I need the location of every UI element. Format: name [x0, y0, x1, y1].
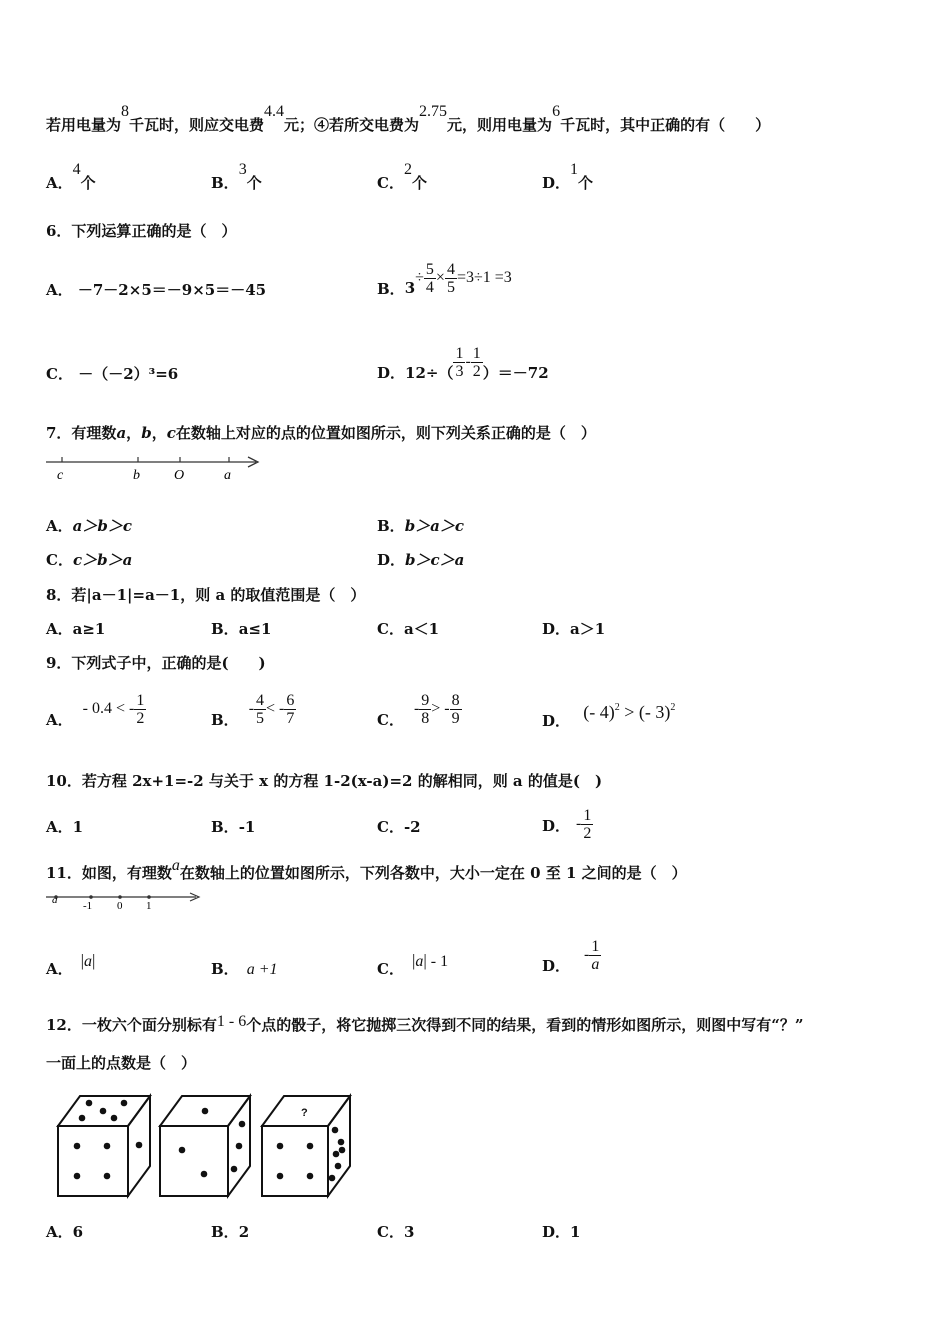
range-1-6: 1 - 6	[216, 1013, 247, 1030]
label-neg1: -1	[83, 900, 93, 912]
option-text: b＞c＞a	[405, 551, 465, 569]
fraction-5-4	[424, 261, 436, 296]
option-text: -1	[238, 818, 256, 836]
option-label: C．	[46, 365, 73, 383]
option-label: D．	[542, 712, 571, 730]
option-label: B．	[211, 174, 239, 192]
q9-stem: 9．下列式子中，正确的是( )	[46, 654, 266, 672]
point-neg1	[89, 895, 93, 899]
option-label: C．	[377, 818, 404, 836]
die-2-dots	[179, 1108, 246, 1178]
die-1-front	[58, 1126, 128, 1196]
stem-text: 在数轴上的位置如图所示，下列各数中，大小一定在 0 至 1 之间的是（ ）	[179, 864, 687, 882]
stem-text: 12．一枚六个面分别标有	[46, 1016, 217, 1034]
var-a: a	[84, 953, 93, 970]
q5-text-2: 千瓦时，则应交电费	[129, 116, 265, 134]
label-a: a	[224, 468, 231, 483]
q12-option-c[interactable]	[377, 1221, 414, 1242]
option-label: C．	[377, 960, 404, 978]
fraction-1-2	[134, 692, 146, 727]
denominator: 4	[425, 278, 434, 296]
q9-option-d[interactable]	[542, 702, 676, 730]
option-unit: 个	[411, 174, 427, 192]
numerator: 9	[421, 691, 430, 709]
q8-option-c[interactable]	[377, 618, 439, 639]
label-a: a	[52, 894, 58, 906]
denominator: 7	[286, 709, 295, 727]
denominator: 2	[136, 709, 145, 727]
denominator: 2	[583, 824, 592, 842]
q7-option-d[interactable]	[377, 549, 464, 570]
var-a: a	[171, 857, 180, 874]
numerator: 4	[256, 691, 265, 709]
label-c: c	[57, 468, 64, 483]
option-text: 1	[72, 818, 84, 836]
option-text: 6	[72, 1223, 84, 1241]
option-label: A．	[46, 1223, 73, 1241]
numerator: 1	[472, 344, 481, 362]
abs-bar: |	[411, 951, 416, 970]
q5-text-4: 元，则用电量为	[447, 116, 553, 134]
q10-option-d[interactable]	[542, 801, 593, 847]
option-label: B．	[377, 517, 405, 535]
option-label: B．	[211, 1223, 239, 1241]
numerator: 5	[425, 260, 434, 278]
q6-option-a[interactable]	[46, 279, 266, 300]
neg-sign: -	[576, 815, 582, 832]
b-prefix: 3	[404, 279, 416, 297]
q5-stem-line	[46, 103, 771, 135]
q9-option-b[interactable]	[211, 686, 296, 732]
q9-option-c[interactable]	[377, 686, 462, 732]
abs-bar: |	[80, 951, 85, 970]
denominator: 5	[256, 709, 265, 727]
option-label: D．	[542, 1223, 571, 1241]
div-sign: ÷	[415, 269, 424, 286]
label-0: 0	[117, 900, 123, 912]
label-o: O	[174, 468, 185, 483]
neg-sign: -	[584, 946, 590, 963]
fraction-9-8	[419, 692, 431, 727]
option-label: D．	[542, 956, 571, 975]
q5-option-d[interactable]	[542, 161, 594, 193]
option-label: D．	[542, 816, 571, 835]
option-value: 2	[403, 161, 412, 178]
point-1	[147, 895, 151, 899]
q5-option-b[interactable]	[211, 161, 262, 193]
option-label: A．	[46, 281, 73, 299]
option-value: 4	[72, 161, 81, 178]
q7-option-a[interactable]	[46, 515, 132, 536]
q6-option-c[interactable]	[46, 363, 178, 384]
q11-option-d[interactable]	[542, 932, 601, 978]
q12-stem-line-2: 一面上的点数是（ ）	[46, 1054, 197, 1072]
neg-sign: -	[413, 700, 420, 717]
q7-option-c[interactable]	[46, 549, 132, 570]
denominator: 8	[421, 709, 430, 727]
q5-num-2-75: 2.75	[419, 103, 448, 120]
option-label: B．	[211, 620, 239, 638]
option-label: A．	[46, 710, 73, 729]
var-a: a	[415, 953, 424, 970]
exp: 2	[614, 702, 620, 713]
q11-option-b[interactable]	[211, 958, 277, 979]
option-unit: 个	[246, 174, 262, 192]
var-a: a	[116, 424, 127, 442]
option-text: －7－2×5＝－9×5＝－45	[77, 281, 267, 299]
neg-sign: -	[248, 700, 255, 717]
numerator: 8	[451, 691, 460, 709]
abs-bar: |	[423, 951, 427, 970]
times-sign: ×	[435, 269, 445, 286]
q7-option-b[interactable]	[377, 515, 464, 536]
q6-option-d[interactable]	[377, 339, 549, 385]
d-left: (- 4)	[583, 702, 615, 722]
denominator: 5	[446, 278, 455, 296]
q5-text-3: 元；④若所交电费为	[284, 116, 420, 134]
q11-option-c[interactable]	[377, 950, 449, 978]
label-b: b	[133, 468, 140, 483]
denominator: 2	[472, 362, 481, 380]
numerator: 4	[446, 260, 455, 278]
q7-number-line	[44, 452, 266, 484]
option-label: C．	[377, 174, 404, 192]
var-b: b	[141, 424, 152, 442]
numerator: 1	[455, 344, 464, 362]
q6-option-b[interactable]	[377, 255, 512, 301]
var-c: c	[166, 424, 176, 442]
fraction-4-5	[445, 261, 457, 296]
exp: 2	[670, 702, 676, 713]
option-text: a＞b＞c	[72, 517, 132, 535]
denominator: a	[591, 955, 600, 973]
point-0	[118, 895, 122, 899]
numerator: 1	[583, 806, 592, 824]
q10-option-a[interactable]	[46, 816, 83, 837]
d-suffix: ）＝－72	[482, 363, 549, 382]
q11-option-a[interactable]	[46, 950, 96, 978]
option-label: A．	[46, 174, 73, 192]
fraction-1-2	[471, 345, 483, 380]
q8-stem: 8．若|a－1|=a－1，则 a 的取值范围是（ ）	[46, 586, 366, 604]
die-3-front	[262, 1126, 328, 1196]
q11-number-line	[44, 889, 206, 913]
option-text: a＞1	[570, 620, 606, 638]
b-rest: =3÷1 =3	[456, 269, 512, 286]
option-label: B．	[211, 710, 239, 729]
q12-dice-figure	[52, 1090, 364, 1202]
q7-stem	[46, 422, 596, 443]
q10-stem: 10．若方程 2x+1=-2 与关于 x 的方程 1-2(x-a)=2 的解相同，则 a 的值是( )	[46, 772, 603, 790]
c-mid: > -	[431, 700, 450, 717]
option-text: b＞a＞c	[404, 517, 465, 535]
question-mark: ?	[301, 1107, 308, 1119]
q8-option-a[interactable]	[46, 618, 105, 639]
minus-sign: -	[465, 353, 471, 370]
option-unit: 个	[578, 174, 594, 192]
q10-option-b[interactable]	[211, 816, 255, 837]
option-label: A．	[46, 960, 73, 978]
q12-option-d[interactable]	[542, 1221, 580, 1242]
option-value: 3	[238, 161, 247, 178]
numerator: 1	[591, 937, 600, 955]
fraction-4-5	[254, 692, 266, 727]
option-text: a≥1	[72, 620, 106, 638]
q5-num-8: 8	[121, 103, 130, 120]
die-2-front	[160, 1126, 228, 1196]
c-rest: - 1	[430, 953, 449, 970]
sep: ，	[126, 424, 142, 442]
q10-option-c[interactable]	[377, 816, 421, 837]
denominator: 9	[451, 709, 460, 727]
a-left: - 0.4 < -	[82, 700, 135, 717]
q12-stem-line-1	[46, 1014, 803, 1035]
option-label: C．	[46, 551, 73, 569]
stem-text: 个点的骰子，将它抛掷三次得到不同的结果，看到的情形如图所示，则图中写有“？”	[246, 1016, 804, 1034]
option-text: a＜1	[403, 620, 440, 638]
option-text: 3	[403, 1223, 415, 1241]
fraction-1-2	[581, 807, 593, 842]
q5-num-4-4: 4.4	[264, 103, 285, 120]
q11-stem	[46, 857, 687, 883]
q5-option-c[interactable]	[377, 161, 427, 193]
q5-text-5: 千瓦时，其中正确的有（ ）	[560, 116, 771, 134]
q5-option-a[interactable]	[46, 161, 96, 193]
option-label: C．	[377, 710, 404, 729]
q9-option-a[interactable]	[46, 686, 146, 732]
q12-option-a[interactable]	[46, 1221, 83, 1242]
q6-stem: 6．下列运算正确的是（ ）	[46, 222, 237, 240]
q12-option-b[interactable]	[211, 1221, 249, 1242]
option-label: D．	[377, 363, 406, 382]
option-text: －（－2）³=6	[78, 365, 179, 383]
q5-text-1: 若用电量为	[46, 116, 122, 134]
numerator: 6	[286, 691, 295, 709]
denominator: 3	[455, 362, 464, 380]
option-label: B．	[211, 818, 239, 836]
fraction-6-7	[284, 692, 296, 727]
option-label: D．	[542, 174, 571, 192]
die-1-dots	[74, 1100, 143, 1180]
option-text: 2	[238, 1223, 250, 1241]
option-text: a≤1	[238, 620, 272, 638]
option-label: B．	[211, 960, 239, 978]
option-label: D．	[542, 620, 571, 638]
die-3-dots	[277, 1127, 346, 1182]
d-mid: > (- 3)	[619, 702, 671, 722]
stem-text: 7．有理数	[46, 424, 117, 442]
fraction-8-9	[450, 692, 462, 727]
fraction-1-3	[453, 345, 465, 380]
fraction-1-a	[589, 938, 601, 973]
option-value: 1	[570, 161, 579, 178]
option-unit: 个	[80, 174, 96, 192]
stem-text: 在数轴上对应的点的位置如图所示，则下列关系正确的是（ ）	[175, 424, 596, 442]
q8-option-b[interactable]	[211, 618, 271, 639]
sep: ，	[151, 424, 167, 442]
option-text: -2	[403, 818, 421, 836]
option-label: C．	[377, 620, 404, 638]
option-label: C．	[377, 1223, 404, 1241]
option-label: B．	[377, 279, 405, 298]
option-label: A．	[46, 517, 73, 535]
option-label: D．	[377, 551, 406, 569]
option-label: A．	[46, 818, 73, 836]
stem-text: 11．如图，有理数	[46, 864, 172, 882]
q5-num-6: 6	[552, 103, 561, 120]
label-1: 1	[146, 900, 152, 912]
option-label: A．	[46, 620, 73, 638]
q8-option-d[interactable]	[542, 618, 605, 639]
d-prefix: 12÷（	[405, 363, 454, 382]
numerator: 1	[136, 691, 145, 709]
b-mid: < -	[266, 700, 285, 717]
abs-bar: |	[92, 951, 96, 970]
option-text: c＞b＞a	[72, 551, 133, 569]
option-text: a +1	[246, 961, 278, 978]
option-text: 1	[570, 1223, 581, 1241]
